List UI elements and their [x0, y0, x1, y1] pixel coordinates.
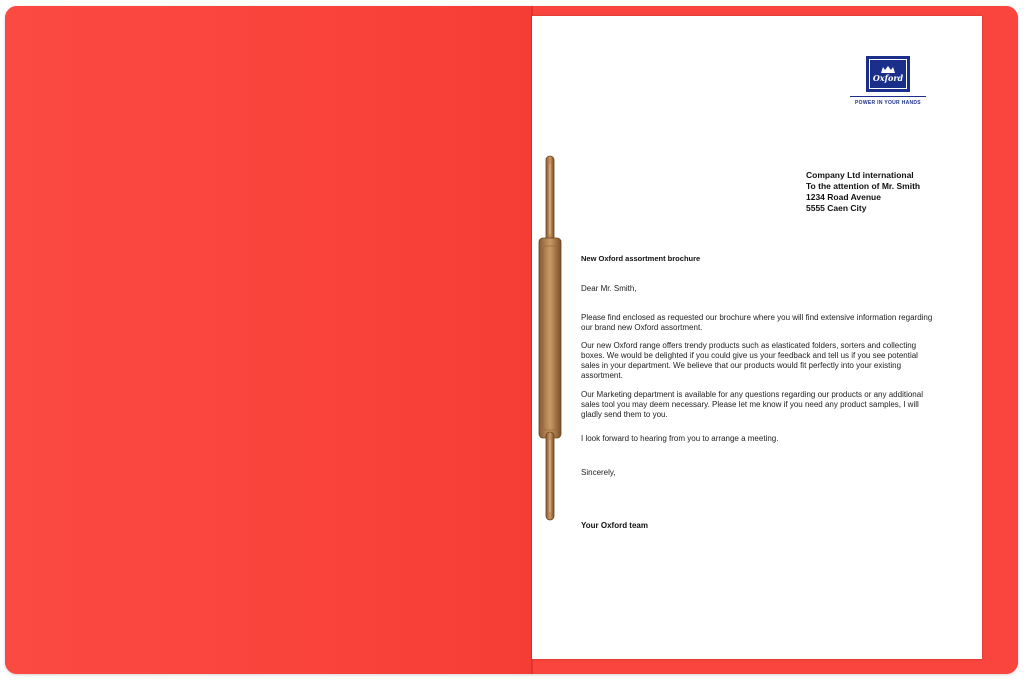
letter-paragraph-4: I look forward to hearing from you to arrange a meeting.	[581, 434, 779, 443]
paper-fastener-icon	[536, 154, 566, 522]
address-line-street: 1234 Road Avenue	[806, 192, 881, 202]
letter-sheet	[532, 16, 982, 659]
address-line-city: 5555 Caen City	[806, 203, 867, 213]
letter-salutation: Dear Mr. Smith,	[581, 284, 637, 293]
address-line-attention: To the attention of Mr. Smith	[806, 181, 921, 191]
oxford-logo	[866, 56, 910, 92]
logo-frame	[869, 59, 907, 89]
letter-paragraph-2: Our new Oxford range offers trendy products such as elasticated folders, sorters and collecting boxes. We would be delighted if you could give us your feedback and tell us if you see potential sales in your department. We believe that our products would fit perfectly into your existing assortment.	[581, 341, 918, 380]
logo-tagline: POWER IN YOUR HANDS	[850, 96, 926, 106]
letter-paragraph-3: Our Marketing department is available for any questions regarding our products or any additional sales tool you may deem necessary. Please let me know if you need any product samples, I will gladly send them to you.	[581, 390, 923, 419]
logo-wordmark: Oxford	[872, 73, 904, 83]
letter-subject: New Oxford assortment brochure	[581, 254, 701, 263]
letter-signoff: Your Oxford team	[581, 521, 648, 530]
address-line-company: Company Ltd international	[806, 170, 914, 180]
letter-paragraph-1: Please find enclosed as requested our brochure where you will find extensive information regarding our brand new Oxford assortment.	[581, 313, 933, 332]
recipient-address	[806, 170, 920, 214]
letter-closing: Sincerely,	[581, 468, 616, 477]
folder-left-flap	[5, 6, 531, 674]
